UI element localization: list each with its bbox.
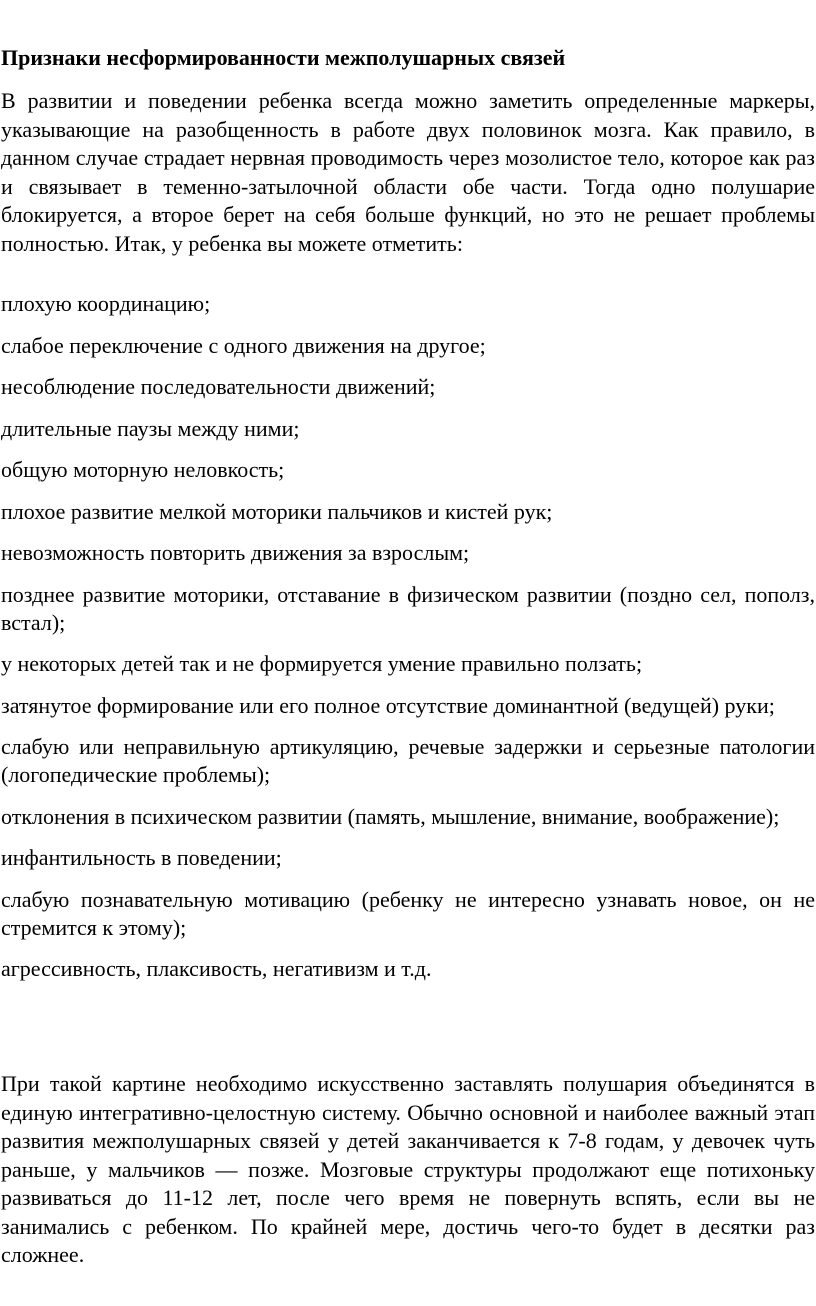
list-item: плохую координацию;	[1, 291, 211, 316]
list-item: отклонения в психическом развитии (память, мышление, внимание, воображение);	[1, 803, 780, 829]
list-item: несоблюдение последовательности движений;	[1, 374, 436, 399]
intro-paragraph: В развитии и поведении ребенка всегда можно заметить определенные маркеры, указывающие на разобщенность в работе двух половинок мозга. Как правило, в данном случае страдает нервная проводимость через мозолистое тело, которое как раз и связывает в теменно-затылочной области обе части. Тогда одно полушарие блокируется, а второе берет на себя больше функций, но это не решает проблемы полностью. Итак, у ребенка вы можете отметить:	[1, 88, 815, 256]
list-item: инфантильность в поведении;	[1, 845, 282, 870]
list-item: у некоторых детей так и не формируется умение правильно ползать;	[1, 651, 643, 676]
list-item: плохое развитие мелкой моторики пальчиков и кистей рук;	[1, 498, 553, 524]
signs-list	[1, 290, 815, 997]
list-item: позднее развитие моторики, отставание в физическом развитии (поздно сел, пополз, встал);	[1, 581, 815, 635]
list-item: затянутое формирование или его полное отсутствие доминантной (ведущей) руки;	[1, 692, 775, 718]
document-title: Признаки несформированности межполушарных связей	[1, 45, 566, 70]
list-item: слабое переключение с одного движения на другое;	[1, 332, 486, 358]
conclusion-paragraph: При такой картине необходимо искусственно заставлять полушария объединятся в единую интегративно-целостную систему. Обычно основной и наиболее важный этап развития межполушарных связей у детей заканчивается к 7-8 годам, у девочек чуть раньше, у мальчиков — позже. Мозговые структуры продолжают еще потихоньку развиваться до 11-12 лет, после чего время не повернуть вспять, если вы не занимались с ребенком. По крайней мере, достичь чего-то будет в десятки раз сложнее.	[1, 1071, 815, 1267]
list-item: длительные паузы между ними;	[1, 415, 300, 441]
list-item: невозможность повторить движения за взрослым;	[1, 540, 470, 565]
list-item: слабую или неправильную артикуляцию, речевые задержки и серьезные патологии (логопедические проблемы);	[1, 734, 815, 787]
list-item: агрессивность, плаксивость, негативизм и т.д.	[1, 956, 432, 981]
list-item: общую моторную неловкость;	[1, 457, 285, 482]
list-item: слабую познавательную мотивацию (ребенку не интересно узнавать новое, он не стремится к этому);	[1, 886, 815, 940]
